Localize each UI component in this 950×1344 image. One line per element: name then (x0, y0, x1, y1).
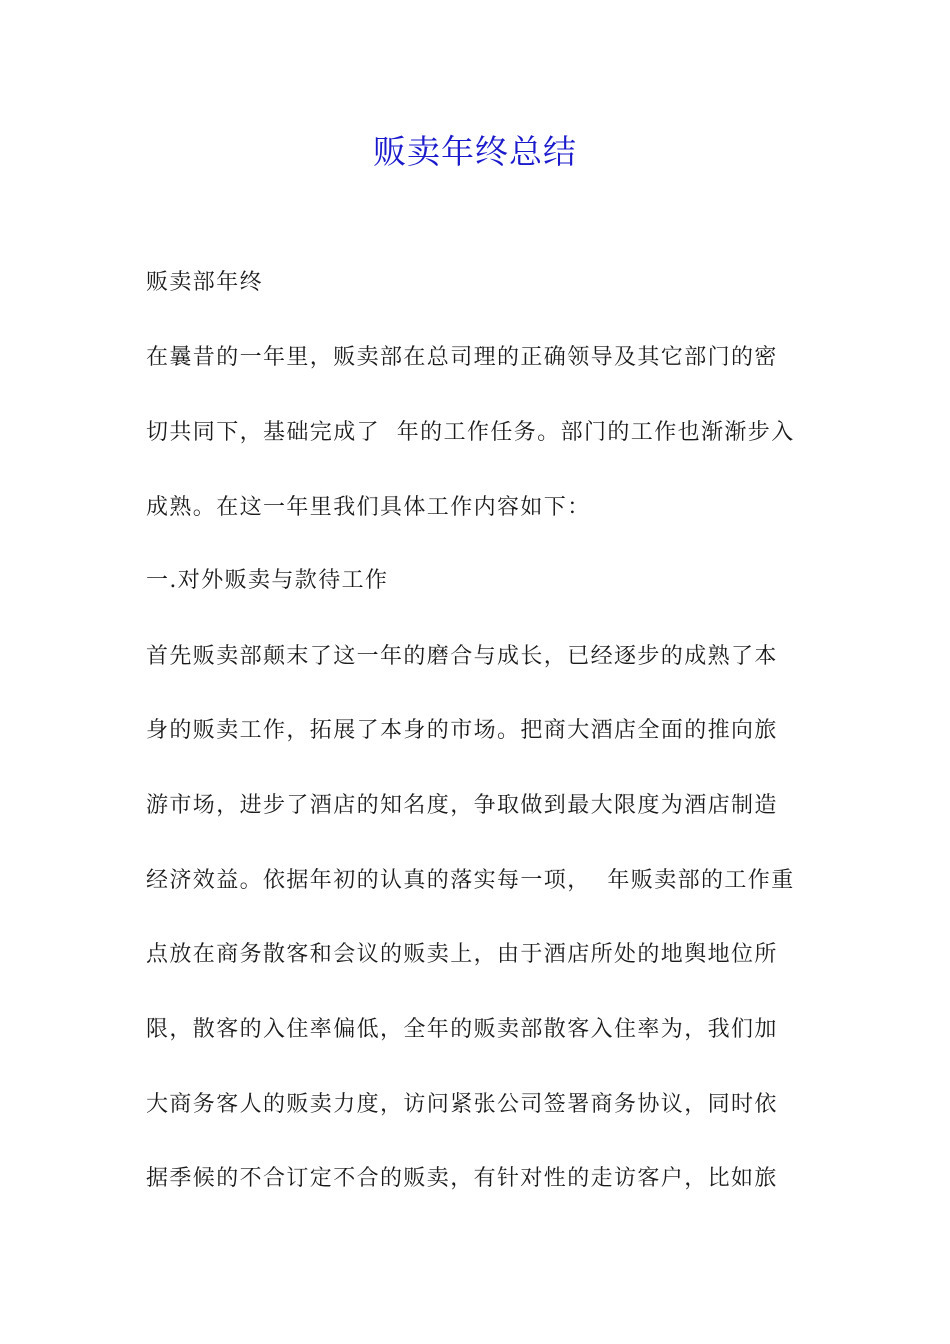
paragraph-line: 首先贩卖部颠末了这一年的磨合与成长，已经逐步的成熟了本 (146, 644, 778, 669)
paragraph-line: 身的贩卖工作，拓展了本身的市场。把商大酒店全面的推向旅 (146, 718, 778, 743)
paragraph-line: 点放在商务散客和会议的贩卖上，由于酒店所处的地舆地位所 (146, 942, 778, 967)
paragraph-line: 游市场，进步了酒店的知名度，争取做到最大限度为酒店制造 (146, 793, 778, 818)
paragraph-line: 成熟。在这一年里我们具体工作内容如下： (146, 495, 591, 520)
subsection-heading: 一.对外贩卖与款待工作 (146, 568, 389, 593)
paragraph-line: 切共同下，基础完成了 年的工作任务。部门的工作也渐渐步入 (146, 420, 795, 445)
paragraph-line: 经济效益。依据年初的认真的落实每一项， 年贩卖部的工作重 (146, 868, 795, 893)
paragraph-line: 在曩昔的一年里，贩卖部在总司理的正确领导及其它部门的密 (146, 345, 778, 370)
paragraph-line: 据季候的不合订定不合的贩卖，有针对性的走访客户，比如旅 (146, 1166, 778, 1191)
paragraph-line: 大商务客人的贩卖力度，访问紧张公司签署商务协议，同时依 (146, 1092, 778, 1117)
paragraph-line: 限，散客的入住率偏低，全年的贩卖部散客入住率为，我们加 (146, 1017, 778, 1042)
section-heading: 贩卖部年终 (146, 270, 264, 295)
document-title: 贩卖年终总结 (373, 132, 577, 171)
